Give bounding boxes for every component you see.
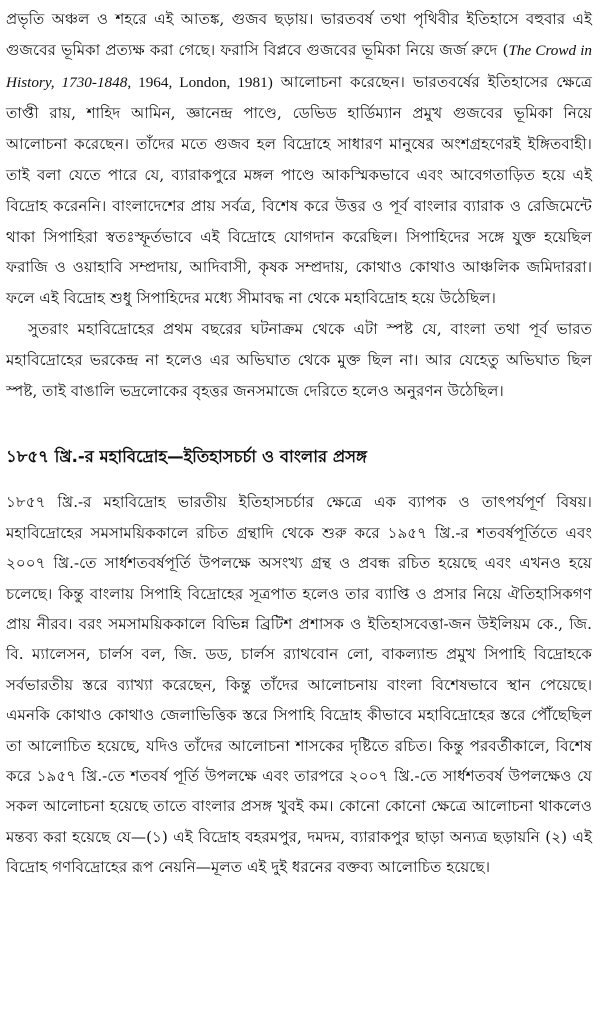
book-publication: , 1964, London, 1981) [127, 73, 273, 91]
section-2 [6, 487, 592, 882]
paragraph-1-text-b: আলোচনা করেছেন। ভারতবর্ষের ইতিহাসের ক্ষেত্রে তাপ্তী রায়, শাহিদ আমিন, জ্ঞানেন্দ্র পাণ্ডে, ডেভিড হার্ডিম্যান প্রমুখ গুজবের ভূমিকা নিয়ে আলোচনা করেছেন। তাঁদের মতে গুজব হল বিদ্রোহে সাধারণ মানুষের অংশগ্রহণেরই ইঙ্গিতবাহী। তাই বলা যেতে পারে যে, ব্যারাকপুরে মঙ্গল পাণ্ডে আকস্মিকভাবে এবং আবেগতাড়িত হয়ে এই বিদ্রোহ করেননি। বাংলাদেশের প্রায় সর্বত্র, বিশেষ করে উত্তর ও পূর্ব বাংলার ব্যারাক ও রেজিমেন্টে থাকা সিপাহিরা স্বতঃস্ফূর্তভাবে এই বিদ্রোহে যোগদান করেছিল। সিপাহিদের সঙ্গে যুক্ত হয়েছিল ফরাজি ও ওয়াহাবি সম্প্রদায়, আদিবাসী, কৃষক সম্প্রদায়, কোথাও কোথাও আঞ্চলিক জমিদাররা। ফলে এই বিদ্রোহ শুধু সিপাহিদের মধ্যে সীমাবদ্ধ না থেকে মহাবিদ্রোহ হয়ে উঠেছিল। [6, 72, 592, 308]
section-heading: ১৮৫৭ খ্রি.-র মহাবিদ্রোহ—ইতিহাসচর্চা ও বাংলার প্রসঙ্গ [6, 447, 367, 467]
book-title: The Crowd in History, 1730-1848 [6, 41, 593, 91]
paragraph-2: সুতরাং মহাবিদ্রোহের প্রথম বছরের ঘটনাক্রম থেকে এটা স্পষ্ট যে, বাংলা তথা পূর্ব ভারত মহাবিদ্রোহের ভরকেন্দ্র না হলেও এর অভিঘাত থেকে মুক্ত ছিল না। আর যেহেতু অভিঘাত ছিল স্পষ্ট, তাই বাঙালি ভদ্রলোকের বৃহত্তর জনসমাজে দেরিতে হলেও অনুরণন উঠেছিল। [6, 319, 592, 400]
paragraph-1-text-a: প্রভৃতি অঞ্চল ও শহরে এই আতঙ্ক, গুজব ছড়ায়। ভারতবর্ষ তথা পৃথিবীর ইতিহাসে বহুবার এই গুজবের ভূমিকা প্রত্যক্ষ করা গেছে। ফরাসি বিপ্লবে গুজবের ভূমিকা নিয়ে জর্জ রুদে ( [6, 10, 592, 59]
paragraph-3: ১৮৫৭ খ্রি.-র মহাবিদ্রোহ ভারতীয় ইতিহাসচর্চার ক্ষেত্রে এক ব্যাপক ও তাৎপর্যপূর্ণ বিষয়। মহাবিদ্রোহের সমসাময়িককালে রচিত গ্রন্থাদি থেকে শুরু করে ১৯৫৭ খ্রি.-র শতবর্ষপূর্তিতে এবং ২০০৭ খ্রি.-তে সার্ধশতবর্ষপূর্তি উপলক্ষে অসংখ্য গ্রন্থ ও প্রবন্ধ রচিত হয়েছে এবং এখনও হয়ে চলেছে। কিন্তু বাংলায় সিপাহি বিদ্রোহের সূত্রপাত হলেও তার ব্যাপ্তি ও প্রসার নিয়ে ঐতিহাসিকগণ প্রায় নীরব। বরং সমসাময়িককালে বিভিন্ন ব্রিটিশ প্রশাসক ও ইতিহাসবেত্তা-জন উইলিয়ম কে., জি. বি. ম্যালেসন, চার্লস বল, জি. ডড, চার্লস র‍্যাথবোন লো, বাকল্যান্ড প্রমুখ সিপাহি বিদ্রোহকে সর্বভারতীয় স্তরে ব্যাখ্যা করেছেন, কিন্তু তাঁদের আলোচনায় বাংলা বিশেষভাবে স্থান পেয়েছে। এমনকি কোথাও কোথাও জেলাভিত্তিক স্তরে সিপাহি বিদ্রোহ কীভাবে মহাবিদ্রোহের স্তরে পৌঁছেছিল তা আলোচিত হয়েছে, যদিও তাঁদের আলোচনা শাসকের দৃষ্টিতে রচিত। কিন্তু পরবর্তীকালে, বিশেষ করে ১৯৫৭ খ্রি.-তে শতবর্ষ পূর্তি উপলক্ষে এবং তারপরে ২০০৭ খ্রি.-তে সার্ধশতবর্ষ উপলক্ষেও যে সকল আলোচনা হয়েছে তাতে বাংলার প্রসঙ্গ খুবই কম। কোনো কোনো ক্ষেত্রে আলোচনা থাকলেও মন্তব্য করা হয়েছে যে—(১) এই বিদ্রোহ বহরমপুর, দমদম, ব্যারাকপুর ছাড়া অন্যত্র ছড়ায়নি (২) এই বিদ্রোহ গণবিদ্রোহের রূপ নেয়নি—মূলত এই দুই ধরনের বক্তব্য আলোচিত হয়েছে। [6, 493, 592, 877]
paragraph-1 [6, 4, 592, 314]
section-1 [6, 4, 592, 406]
